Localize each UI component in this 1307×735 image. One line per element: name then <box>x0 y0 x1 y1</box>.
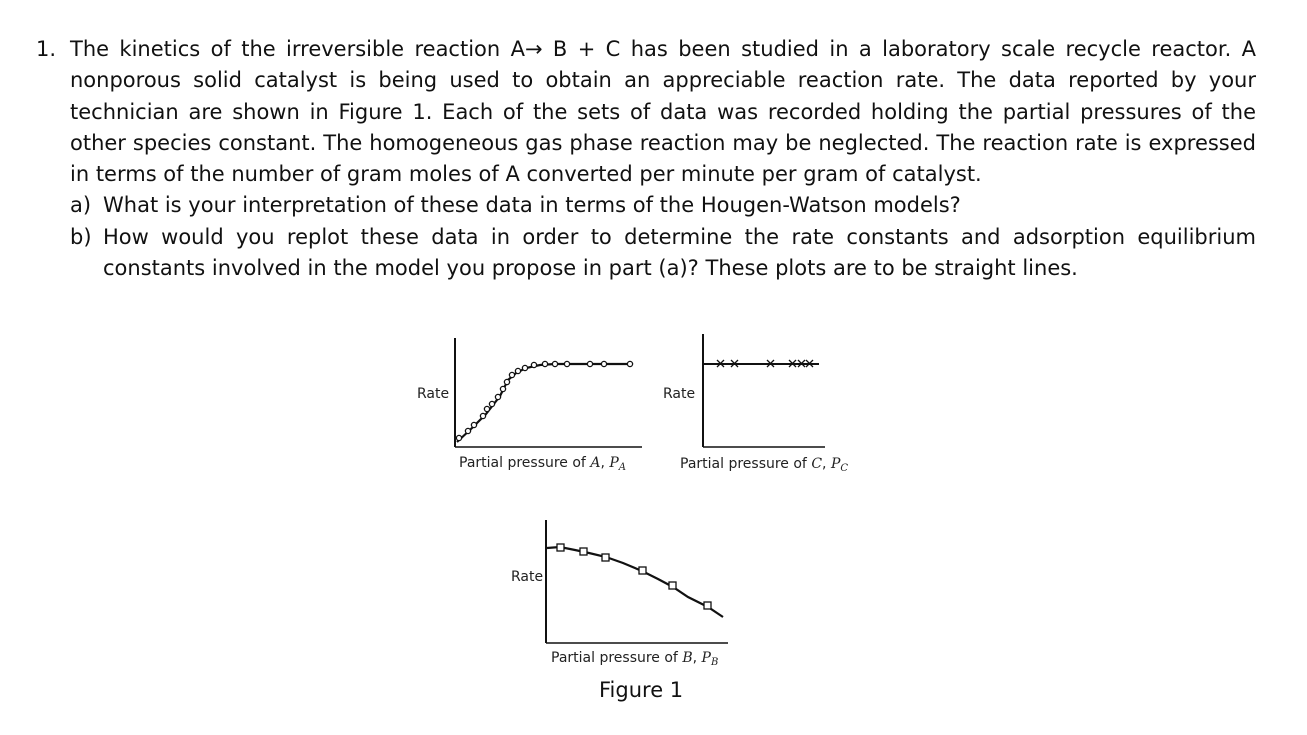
data-point <box>495 394 500 399</box>
y-axis-label: Rate <box>417 386 450 402</box>
data-point <box>500 386 505 391</box>
data-point <box>669 582 676 589</box>
data-point <box>557 544 564 551</box>
part-a-text: What is your interpretation of these data in terms of the Hougen-Watson models? <box>103 193 961 218</box>
data-point <box>602 554 609 561</box>
data-point <box>704 602 711 609</box>
data-point <box>504 379 509 384</box>
data-point <box>484 406 489 411</box>
problem-number: 1. <box>36 37 57 61</box>
y-axis-label: Rate <box>511 569 544 585</box>
x-axis-label: Partial pressure of A, $P_A$ <box>459 455 626 473</box>
figure-caption: Figure 1 <box>599 678 684 702</box>
plot-rate-vs-pc <box>655 330 870 480</box>
x-axis-label: Partial pressure of C, $P_C$ <box>680 456 849 474</box>
trend-curve <box>547 547 723 617</box>
part-a-label: a) <box>70 193 92 218</box>
plot-rate-vs-pa <box>410 330 660 480</box>
part-b-text: How would you replot these data in order to determine the rate constants and adsorption equilibrium constants involved in the model you propose in part (a)? These plots are to be straight lines. <box>103 224 1256 281</box>
data-point <box>639 567 646 574</box>
data-point <box>552 361 557 366</box>
data-point <box>627 361 632 366</box>
data-point <box>564 361 569 366</box>
data-point <box>587 361 592 366</box>
part-b-label: b) <box>70 224 92 249</box>
x-axis-label: Partial pressure of B, $P_B$ <box>551 650 719 668</box>
part-a <box>70 190 1256 221</box>
problem-statement <box>36 34 1256 284</box>
data-point <box>522 365 527 370</box>
data-point <box>471 422 476 427</box>
data-point <box>489 401 494 406</box>
plot-rate-vs-pb <box>505 515 745 675</box>
data-point <box>531 362 536 367</box>
data-point <box>465 428 470 433</box>
data-point <box>456 435 461 440</box>
data-markers <box>456 361 632 440</box>
data-point <box>480 413 485 418</box>
data-point <box>580 548 587 555</box>
data-point <box>515 368 520 373</box>
trend-curve <box>457 364 630 442</box>
y-axis-label: Rate <box>663 386 696 402</box>
data-point <box>542 361 547 366</box>
data-point <box>601 361 606 366</box>
problem-body: The kinetics of the irreversible reaction A→ B + C has been studied in a laboratory scale recycle reactor. A nonporous solid catalyst is being used to obtain an appreciable reaction rate. The data reported by your technician are shown in Figure 1. Each of the sets of data was recorded holding the partial pressures of the other species constant. The homogeneous gas phase reaction may be neglected. The reaction rate is expressed in terms of the number of gram moles of A converted per minute per gram of catalyst. <box>70 37 1256 187</box>
data-markers <box>557 544 711 609</box>
part-b <box>70 222 1256 285</box>
data-point <box>509 372 514 377</box>
